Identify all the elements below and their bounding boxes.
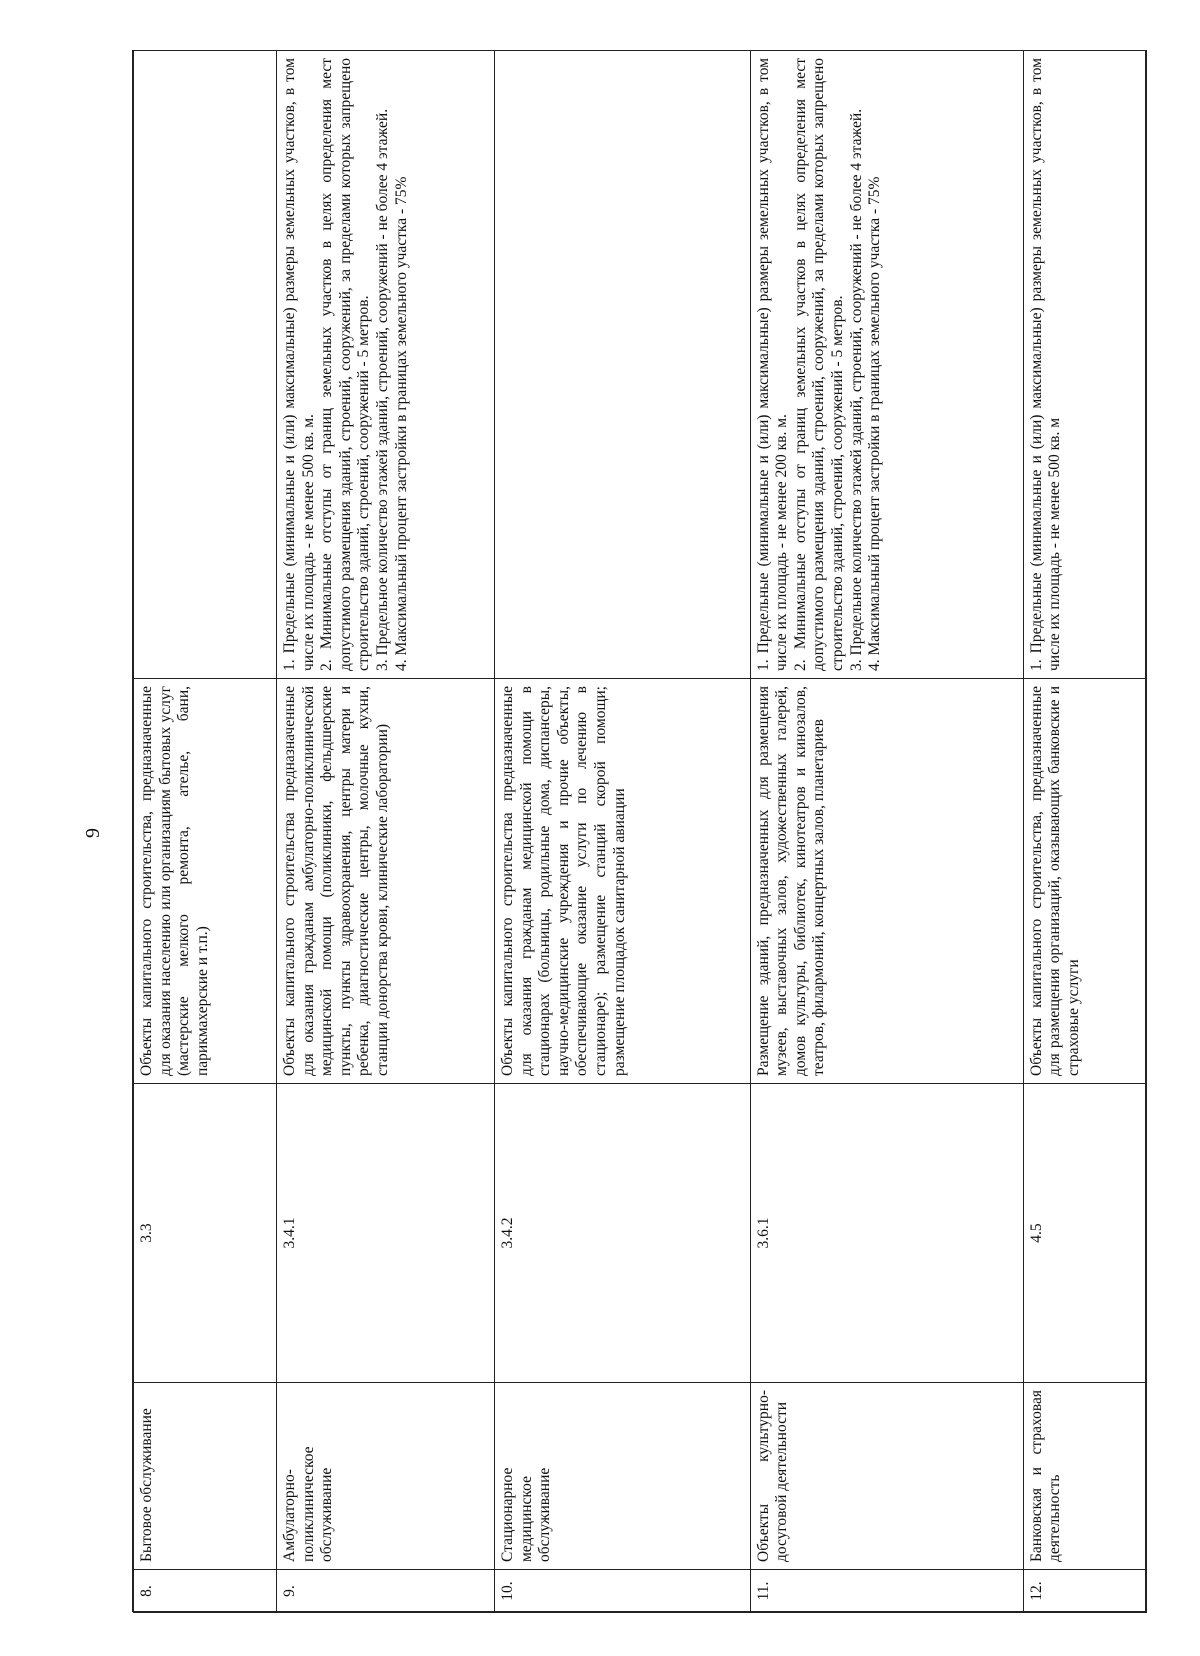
row-number: 9. [277, 1570, 495, 1613]
page-number: 9 [82, 828, 104, 838]
parameter-line: 4. Максимальный процент застройки в границах земельного участка - 75% [866, 176, 884, 671]
table-row [495, 51, 751, 1613]
use-description: Объекты капитального строительства, предназначенные для оказания населению или организациям бытовых услуг (мастерские мелкого ремонта, ателье, бани, парикмахерские и т.п.) [134, 679, 277, 1084]
use-type-name: Банковская и страховая деятельность [1023, 1383, 1146, 1570]
parameter-line: 2. Минимальные отступы от границ земельных участков в целях определения мест допустимого размещения зданий, строений, сооружений, за пределами которых запрещено строительство зданий, строений, сооружений - 5 метров. [791, 58, 847, 671]
use-description: Объекты капитального строительства предназначенные для оказания гражданам медицинской помощи в стационарах (больницы, родильные дома, диспансеры, научно-медицинские учреждения и прочие объекты, обеспечивающие оказание услуги по лечению в стационаре); размещение станций скорой помощи; размещение площадок санитарной авиации [495, 679, 751, 1084]
use-type-name: Бытовое обслуживание [134, 1383, 277, 1570]
parameters-cell [1023, 51, 1146, 679]
classifier-code: 3.4.2 [495, 1084, 751, 1383]
classifier-code: 3.3 [134, 1084, 277, 1383]
land-use-table [133, 50, 1147, 1613]
classifier-code: 3.6.1 [750, 1084, 1023, 1383]
use-type-name: Стационарное медицинское обслуживание [495, 1383, 751, 1570]
table-row [1023, 51, 1146, 1613]
row-number: 10. [495, 1570, 751, 1613]
parameters-cell [495, 51, 751, 679]
row-number: 12. [1023, 1570, 1146, 1613]
rotated-table-container [133, 51, 1147, 1613]
parameters-cell [134, 51, 277, 679]
use-description: Объекты капитального строительства предназначенные для оказания гражданам амбулаторно-поликлинической медицинской помощи (поликлиники, фельдшерские пункты, пункты здравоохранения, центры матери и ребенка, диагностические центры, молочные кухни, станции донорства крови, клинические лаборатории) [277, 679, 495, 1084]
table-row [134, 51, 277, 1613]
parameters-cell [277, 51, 495, 679]
document-table-frame [132, 50, 1146, 1612]
parameter-line: 1. Предельные (минимальные и (или) максимальные) размеры земельных участков, в том числе их площадь - не менее 200 кв. м. [754, 58, 791, 671]
classifier-code: 4.5 [1023, 1084, 1146, 1383]
use-description: Размещение зданий, предназначенных для размещения музеев, выставочных залов, художественных галерей, домов культуры, библиотек, кинотеатров и кинозалов, театров, филармоний, концертных залов, планетариев [750, 679, 1023, 1084]
parameter-line: 1. Предельные (минимальные и (или) максимальные) размеры земельных участков, в том числе их площадь - не менее 500 кв. м. [281, 58, 317, 671]
parameter-line: 2. Минимальные отступы от границ земельных участков в целях определения мест допустимого размещения зданий, строений, сооружений, за пределами которых запрещено строительство зданий, строений, сооружений - 5 метров. [318, 58, 373, 671]
parameter-line: 1. Предельные (минимальные и (или) максимальные) размеры земельных участков, в том числе их площадь - не менее 500 кв. м [1027, 58, 1064, 671]
parameters-cell [750, 51, 1023, 679]
use-type-name: Объекты культурно-досуговой деятельности [750, 1383, 1023, 1570]
parameter-line: 4. Максимальный процент застройки в границах земельного участка - 75% [392, 176, 410, 671]
row-number: 8. [134, 1570, 277, 1613]
table-row [277, 51, 495, 1613]
table-row [750, 51, 1023, 1613]
parameter-line: 3. Предельное количество этажей зданий, строений, сооружений - не более 4 этажей. [374, 108, 391, 671]
classifier-code: 3.4.1 [277, 1084, 495, 1383]
parameter-line: 3. Предельное количество этажей зданий, строений, сооружений - не более 4 этажей. [847, 108, 865, 671]
row-number: 11. [750, 1570, 1023, 1613]
use-description: Объекты капитального строительства, предназначенные для размещения организаций, оказывающих банковские и страховые услуги [1023, 679, 1146, 1084]
use-type-name: Амбулаторно-поликлиническое обслуживание [277, 1383, 495, 1570]
